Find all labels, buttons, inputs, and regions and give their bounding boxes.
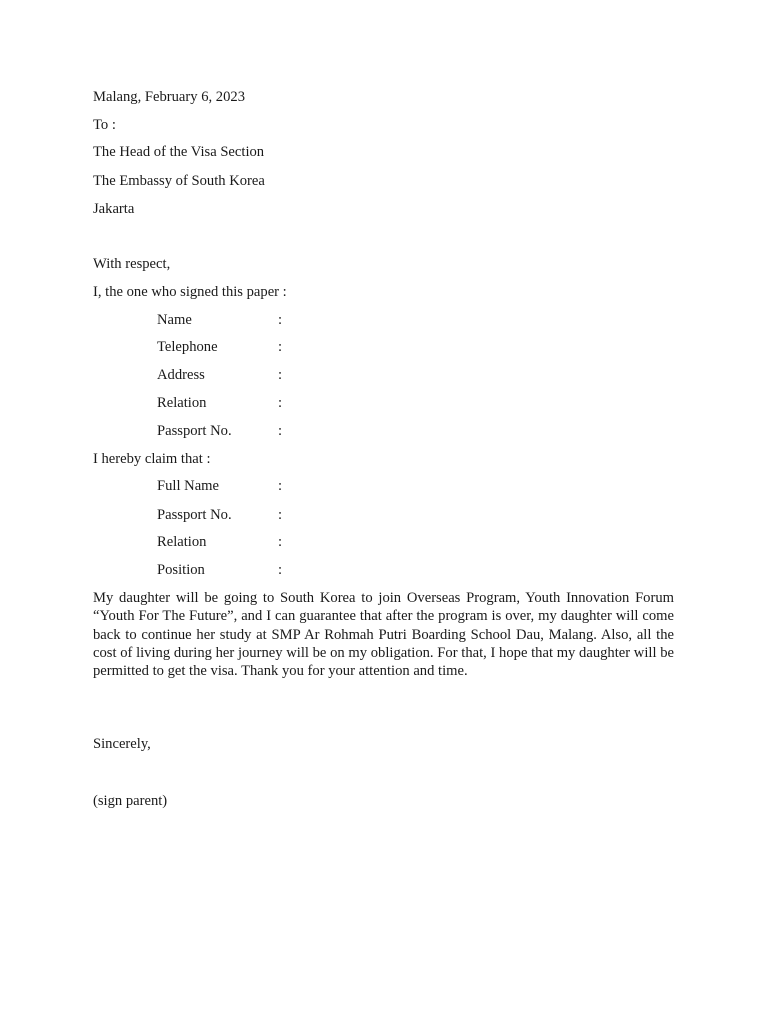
- field-label: Telephone: [157, 339, 218, 355]
- field-colon: :: [278, 395, 283, 411]
- field-label: Passport No.: [157, 423, 232, 439]
- field-label: Relation: [157, 534, 207, 550]
- salutation: With respect,: [93, 256, 171, 272]
- field-label: Position: [157, 562, 205, 578]
- signer-field-telephone: [157, 338, 297, 356]
- signature-placeholder: (sign parent): [93, 793, 168, 809]
- recipient-line-3: Jakarta: [93, 201, 135, 217]
- field-colon: :: [278, 478, 283, 494]
- child-field-position: [157, 561, 297, 579]
- field-colon: :: [278, 423, 283, 439]
- to-label: To :: [93, 117, 116, 133]
- child-field-passport: [157, 506, 297, 524]
- child-field-relation: [157, 533, 297, 551]
- field-colon: :: [278, 339, 283, 355]
- field-label: Address: [157, 367, 205, 383]
- field-colon: :: [278, 534, 283, 550]
- field-label: Full Name: [157, 478, 220, 494]
- closing: Sincerely,: [93, 736, 151, 752]
- signer-field-address: [157, 366, 297, 384]
- body-paragraph: My daughter will be going to South Korea to join Overseas Program, Youth Innovation Forum “Youth For The Future”, and I can guarantee that after the program is over, my daughter will come back to continue her study at SMP Ar Rohmah Putri Boarding School Dau, Malang. Also, all the cost of living during her journey will be on my obligation. For that, I hope that my daughter will be permitted to get the visa. Thank you for your attention and time.: [93, 590, 674, 680]
- field-label: Relation: [157, 395, 207, 411]
- field-label: Passport No.: [157, 507, 232, 523]
- field-colon: :: [278, 507, 283, 523]
- signer-field-relation: [157, 394, 297, 412]
- claim-intro: I hereby claim that :: [93, 451, 211, 467]
- signer-field-passport: [157, 422, 297, 440]
- signer-intro: I, the one who signed this paper :: [93, 284, 287, 300]
- field-colon: :: [278, 562, 283, 578]
- recipient-line-1: The Head of the Visa Section: [93, 144, 265, 160]
- signer-field-name: [157, 311, 297, 329]
- field-colon: :: [278, 367, 283, 383]
- child-field-full-name: [157, 477, 297, 495]
- recipient-line-2: The Embassy of South Korea: [93, 173, 265, 189]
- field-colon: :: [278, 312, 283, 328]
- field-label: Name: [157, 312, 192, 328]
- place-date: Malang, February 6, 2023: [93, 89, 245, 105]
